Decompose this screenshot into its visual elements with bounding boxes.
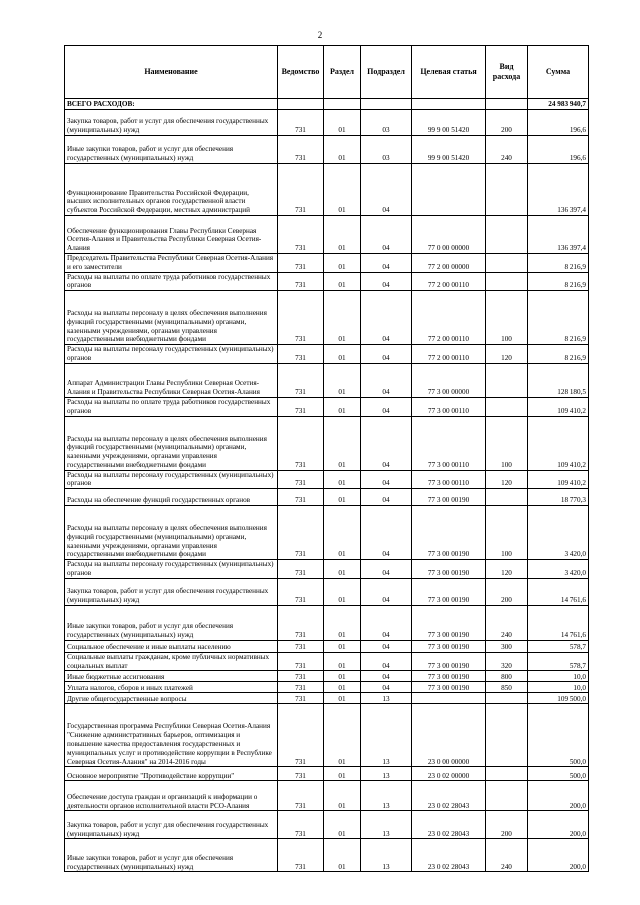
cell-section: 01 xyxy=(324,682,361,693)
cell-target-item: 77 3 00 00190 xyxy=(412,560,486,579)
cell-name: Функционирование Правительства Российской Федерации, высших исполнительных органов государственной власти субъектов Российской Федерации, местных администраций xyxy=(65,164,278,216)
cell-expense-type: 850 xyxy=(486,682,528,693)
cell-sum: 3 420,0 xyxy=(528,506,589,560)
header-name: Наименование xyxy=(65,46,278,99)
cell-dept: 731 xyxy=(278,578,324,605)
cell-name: Аппарат Администрации Главы Республики Северная Осетия-Алания и Правительства Республики Северная Осетия-Алания xyxy=(65,363,278,397)
cell-subsection: 03 xyxy=(361,136,412,164)
cell-dept: 731 xyxy=(278,489,324,506)
cell-section: 01 xyxy=(324,216,361,254)
cell-section: 01 xyxy=(324,110,361,136)
cell-subsection: 13 xyxy=(361,693,412,704)
total-row xyxy=(65,99,589,110)
cell-target-item: 77 3 00 00190 xyxy=(412,652,486,671)
cell-sum: 3 420,0 xyxy=(528,560,589,579)
table-row xyxy=(65,767,589,781)
cell-sum: 136 397,4 xyxy=(528,216,589,254)
table-header-row xyxy=(65,46,589,99)
cell-subsection: 04 xyxy=(361,682,412,693)
cell-name: Расходы на выплаты персоналу государственных (муниципальных) органов xyxy=(65,470,278,489)
cell-subsection: 04 xyxy=(361,560,412,579)
cell-name: Другие общегосударственные вопросы xyxy=(65,693,278,704)
cell-target-item xyxy=(412,693,486,704)
cell-dept: 731 xyxy=(278,671,324,682)
cell-subsection: 04 xyxy=(361,254,412,273)
cell-expense-type: 800 xyxy=(486,671,528,682)
cell-section: 01 xyxy=(324,605,361,640)
page-number: 2 xyxy=(317,30,323,40)
cell-section: 01 xyxy=(324,693,361,704)
header-section: Раздел xyxy=(324,46,361,99)
cell-section: 01 xyxy=(324,489,361,506)
cell-sum: 500,0 xyxy=(528,704,589,767)
header-expense-type: Вид расхода xyxy=(486,46,528,99)
cell-sum: 500,0 xyxy=(528,767,589,781)
cell-target-item: 77 2 00 00000 xyxy=(412,254,486,273)
cell-name: Расходы на выплаты персоналу в целях обеспечения выполнения функций государственными (муниципальными) органами, казенными учреждениями, органами управления государственными внебюджетными фондами xyxy=(65,416,278,470)
cell-target-item: 23 0 02 28043 xyxy=(412,781,486,811)
cell-section: 01 xyxy=(324,345,361,364)
cell-expense-type xyxy=(486,164,528,216)
cell-sum: 14 761,6 xyxy=(528,605,589,640)
cell-expense-type xyxy=(486,363,528,397)
table-row xyxy=(65,693,589,704)
cell-section: 01 xyxy=(324,416,361,470)
header-dept: Ведомство xyxy=(278,46,324,99)
cell-subsection: 13 xyxy=(361,704,412,767)
cell-subsection: 04 xyxy=(361,640,412,652)
cell-target-item: 99 9 00 51420 xyxy=(412,136,486,164)
table-row xyxy=(65,110,589,136)
cell-sum: 128 180,5 xyxy=(528,363,589,397)
cell-expense-type xyxy=(486,693,528,704)
cell-dept: 731 xyxy=(278,470,324,489)
cell-sum: 200,0 xyxy=(528,811,589,839)
cell-subsection: 13 xyxy=(361,811,412,839)
cell-subsection: 04 xyxy=(361,291,412,345)
cell-dept: 731 xyxy=(278,397,324,416)
cell-target-item: 77 0 00 00000 xyxy=(412,216,486,254)
cell-sum: 10,0 xyxy=(528,682,589,693)
cell-expense-type xyxy=(486,767,528,781)
cell-target-item xyxy=(412,164,486,216)
cell-name: Иные закупки товаров, работ и услуг для обеспечения государственных (муниципальных) нужд xyxy=(65,839,278,872)
cell-section: 01 xyxy=(324,363,361,397)
cell-section: 01 xyxy=(324,560,361,579)
cell-expense-type: 200 xyxy=(486,578,528,605)
cell-sum: 8 216,9 xyxy=(528,272,589,291)
cell-expense-type xyxy=(486,704,528,767)
table-row xyxy=(65,397,589,416)
cell-expense-type: 100 xyxy=(486,506,528,560)
cell-subsection: 04 xyxy=(361,397,412,416)
cell-subsection: 13 xyxy=(361,781,412,811)
table-row xyxy=(65,704,589,767)
cell-target-item: 23 0 02 28043 xyxy=(412,811,486,839)
cell-expense-type: 320 xyxy=(486,652,528,671)
cell-dept: 731 xyxy=(278,291,324,345)
cell-target-item: 77 3 00 00000 xyxy=(412,363,486,397)
cell-dept: 731 xyxy=(278,781,324,811)
cell-section: 01 xyxy=(324,578,361,605)
cell-name: Иные закупки товаров, работ и услуг для обеспечения государственных (муниципальных) нужд xyxy=(65,136,278,164)
cell-sum: 196,6 xyxy=(528,136,589,164)
cell-target-item: 77 3 00 00190 xyxy=(412,682,486,693)
table-row xyxy=(65,578,589,605)
cell-subsection: 04 xyxy=(361,345,412,364)
table-row xyxy=(65,216,589,254)
table-row xyxy=(65,489,589,506)
cell-name: Основное мероприятие "Противодействие коррупции" xyxy=(65,767,278,781)
cell-sum: 8 216,9 xyxy=(528,254,589,273)
cell-target-item: 77 3 00 00190 xyxy=(412,506,486,560)
cell-subsection: 04 xyxy=(361,164,412,216)
cell-section: 01 xyxy=(324,470,361,489)
cell-name: Расходы на выплаты персоналу государственных (муниципальных) органов xyxy=(65,345,278,364)
cell-expense-type: 120 xyxy=(486,345,528,364)
cell-dept: 731 xyxy=(278,560,324,579)
cell-expense-type xyxy=(486,489,528,506)
table-row xyxy=(65,682,589,693)
cell-expense-type xyxy=(486,781,528,811)
cell-target-item: 77 3 00 00190 xyxy=(412,489,486,506)
cell-dept: 731 xyxy=(278,605,324,640)
cell-expense-type: 200 xyxy=(486,110,528,136)
cell-target-item: 77 3 00 00110 xyxy=(412,416,486,470)
cell-section: 01 xyxy=(324,704,361,767)
cell-subsection: 04 xyxy=(361,489,412,506)
cell-sum: 10,0 xyxy=(528,671,589,682)
cell-section: 01 xyxy=(324,291,361,345)
cell-sum: 136 397,4 xyxy=(528,164,589,216)
cell-target-item: 77 2 00 00110 xyxy=(412,345,486,364)
cell-dept: 731 xyxy=(278,652,324,671)
cell-dept: 731 xyxy=(278,345,324,364)
table-row xyxy=(65,605,589,640)
cell-dept: 731 xyxy=(278,839,324,872)
cell-subsection: 04 xyxy=(361,671,412,682)
total-section xyxy=(324,99,361,110)
cell-section: 01 xyxy=(324,397,361,416)
total-label: ВСЕГО РАСХОДОВ: xyxy=(65,99,278,110)
table-row xyxy=(65,470,589,489)
cell-dept: 731 xyxy=(278,363,324,397)
table-row xyxy=(65,560,589,579)
cell-sum: 196,6 xyxy=(528,110,589,136)
table-row xyxy=(65,272,589,291)
cell-sum: 200,0 xyxy=(528,839,589,872)
cell-name: Расходы на выплаты персоналу в целях обеспечения выполнения функций государственными (муниципальными) органами, казенными учреждениями, органами управления государственными внебюджетными фондами xyxy=(65,291,278,345)
cell-dept: 731 xyxy=(278,693,324,704)
table-row xyxy=(65,136,589,164)
cell-subsection: 04 xyxy=(361,416,412,470)
cell-name: Социальные выплаты гражданам, кроме публичных нормативных социальных выплат xyxy=(65,652,278,671)
cell-name: Иные закупки товаров, работ и услуг для обеспечения государственных (муниципальных) нужд xyxy=(65,605,278,640)
cell-sum: 200,0 xyxy=(528,781,589,811)
cell-sum: 18 770,3 xyxy=(528,489,589,506)
cell-dept: 731 xyxy=(278,272,324,291)
cell-dept: 731 xyxy=(278,682,324,693)
cell-name: Расходы на выплаты по оплате труда работников государственных органов xyxy=(65,272,278,291)
cell-sum: 109 410,2 xyxy=(528,397,589,416)
cell-expense-type: 100 xyxy=(486,416,528,470)
cell-dept: 731 xyxy=(278,767,324,781)
cell-sum: 109 410,2 xyxy=(528,416,589,470)
cell-expense-type xyxy=(486,397,528,416)
cell-dept: 731 xyxy=(278,640,324,652)
cell-section: 01 xyxy=(324,671,361,682)
cell-name: Расходы на выплаты персоналу в целях обеспечения выполнения функций государственными (муниципальными) органами, казенными учреждениями, органами управления государственными внебюджетными фондами xyxy=(65,506,278,560)
total-target-item xyxy=(412,99,486,110)
cell-target-item: 77 3 00 00190 xyxy=(412,671,486,682)
budget-expenses-table xyxy=(64,45,589,872)
table-row xyxy=(65,345,589,364)
cell-subsection: 04 xyxy=(361,216,412,254)
table-row xyxy=(65,506,589,560)
total-subsection xyxy=(361,99,412,110)
table-row xyxy=(65,416,589,470)
cell-expense-type: 240 xyxy=(486,136,528,164)
cell-section: 01 xyxy=(324,652,361,671)
table-row xyxy=(65,363,589,397)
cell-expense-type: 300 xyxy=(486,640,528,652)
table-row xyxy=(65,839,589,872)
cell-section: 01 xyxy=(324,640,361,652)
cell-section: 01 xyxy=(324,506,361,560)
cell-dept: 731 xyxy=(278,254,324,273)
cell-expense-type: 120 xyxy=(486,470,528,489)
header-target-item: Целевая статья xyxy=(412,46,486,99)
cell-name: Закупка товаров, работ и услуг для обеспечения государственных (муниципальных) нужд xyxy=(65,578,278,605)
cell-name: Социальное обеспечение и иные выплаты населению xyxy=(65,640,278,652)
cell-section: 01 xyxy=(324,164,361,216)
cell-name: Расходы на выплаты персоналу государственных (муниципальных) органов xyxy=(65,560,278,579)
cell-subsection: 04 xyxy=(361,470,412,489)
cell-target-item: 23 0 02 00000 xyxy=(412,767,486,781)
cell-sum: 8 216,9 xyxy=(528,345,589,364)
cell-subsection: 04 xyxy=(361,605,412,640)
cell-section: 01 xyxy=(324,254,361,273)
cell-name: Обеспечение функционирования Главы Республики Северная Осетия-Алания и Правительства Республики Северная Осетия-Алания xyxy=(65,216,278,254)
cell-section: 01 xyxy=(324,767,361,781)
cell-dept: 731 xyxy=(278,506,324,560)
cell-subsection: 13 xyxy=(361,767,412,781)
cell-subsection: 04 xyxy=(361,272,412,291)
cell-dept: 731 xyxy=(278,164,324,216)
cell-target-item: 77 3 00 00110 xyxy=(412,397,486,416)
cell-dept: 731 xyxy=(278,216,324,254)
cell-name: Обеспечение доступа граждан и организаций к информации о деятельности органов исполнительной власти РСО-Алания xyxy=(65,781,278,811)
cell-expense-type: 240 xyxy=(486,605,528,640)
cell-dept: 731 xyxy=(278,811,324,839)
cell-subsection: 04 xyxy=(361,652,412,671)
cell-sum: 109 410,2 xyxy=(528,470,589,489)
cell-name: Уплата налогов, сборов и иных платежей xyxy=(65,682,278,693)
cell-subsection: 04 xyxy=(361,578,412,605)
cell-expense-type: 120 xyxy=(486,560,528,579)
cell-target-item: 77 3 00 00190 xyxy=(412,605,486,640)
cell-expense-type: 240 xyxy=(486,839,528,872)
cell-expense-type: 100 xyxy=(486,291,528,345)
cell-subsection: 03 xyxy=(361,110,412,136)
cell-expense-type: 200 xyxy=(486,811,528,839)
cell-dept: 731 xyxy=(278,136,324,164)
table-row xyxy=(65,652,589,671)
table-row xyxy=(65,640,589,652)
cell-name: Иные бюджетные ассигнования xyxy=(65,671,278,682)
header-subsection: Подраздел xyxy=(361,46,412,99)
cell-section: 01 xyxy=(324,272,361,291)
cell-name: Закупка товаров, работ и услуг для обеспечения государственных (муниципальных) нужд xyxy=(65,110,278,136)
table-row xyxy=(65,781,589,811)
cell-target-item: 77 3 00 00190 xyxy=(412,578,486,605)
table-row xyxy=(65,254,589,273)
cell-sum: 109 500,0 xyxy=(528,693,589,704)
cell-section: 01 xyxy=(324,136,361,164)
table-row xyxy=(65,164,589,216)
cell-subsection: 13 xyxy=(361,839,412,872)
cell-dept: 731 xyxy=(278,704,324,767)
cell-target-item: 77 3 00 00190 xyxy=(412,640,486,652)
cell-section: 01 xyxy=(324,781,361,811)
table-row xyxy=(65,291,589,345)
cell-target-item: 23 0 02 28043 xyxy=(412,839,486,872)
cell-section: 01 xyxy=(324,811,361,839)
cell-sum: 8 216,9 xyxy=(528,291,589,345)
cell-dept: 731 xyxy=(278,416,324,470)
cell-dept: 731 xyxy=(278,110,324,136)
table-row xyxy=(65,811,589,839)
cell-expense-type xyxy=(486,272,528,291)
cell-name: Государственная программа Республики Северная Осетия-Алания "Снижение административных барьеров, оптимизация и повышение качества предоставления государственных и муниципальных услуг и противодействие коррупции в Республике Северная Осетия-Алания" на 2014-2016 годы xyxy=(65,704,278,767)
cell-subsection: 04 xyxy=(361,363,412,397)
cell-sum: 14 761,6 xyxy=(528,578,589,605)
total-expense-type xyxy=(486,99,528,110)
cell-sum: 578,7 xyxy=(528,652,589,671)
cell-expense-type xyxy=(486,254,528,273)
table-row xyxy=(65,671,589,682)
cell-target-item: 77 2 00 00110 xyxy=(412,272,486,291)
cell-target-item: 77 2 00 00110 xyxy=(412,291,486,345)
cell-target-item: 23 0 00 00000 xyxy=(412,704,486,767)
cell-subsection: 04 xyxy=(361,506,412,560)
total-sum: 24 983 940,7 xyxy=(528,99,589,110)
header-sum: Сумма xyxy=(528,46,589,99)
cell-expense-type xyxy=(486,216,528,254)
cell-name: Расходы на обеспечение функций государственных органов xyxy=(65,489,278,506)
cell-sum: 578,7 xyxy=(528,640,589,652)
total-dept xyxy=(278,99,324,110)
cell-section: 01 xyxy=(324,839,361,872)
cell-target-item: 99 9 00 51420 xyxy=(412,110,486,136)
cell-target-item: 77 3 00 00110 xyxy=(412,470,486,489)
cell-name: Расходы на выплаты по оплате труда работников государственных органов xyxy=(65,397,278,416)
cell-name: Председатель Правительства Республики Северная Осетия-Алания и его заместители xyxy=(65,254,278,273)
cell-name: Закупка товаров, работ и услуг для обеспечения государственных (муниципальных) нужд xyxy=(65,811,278,839)
